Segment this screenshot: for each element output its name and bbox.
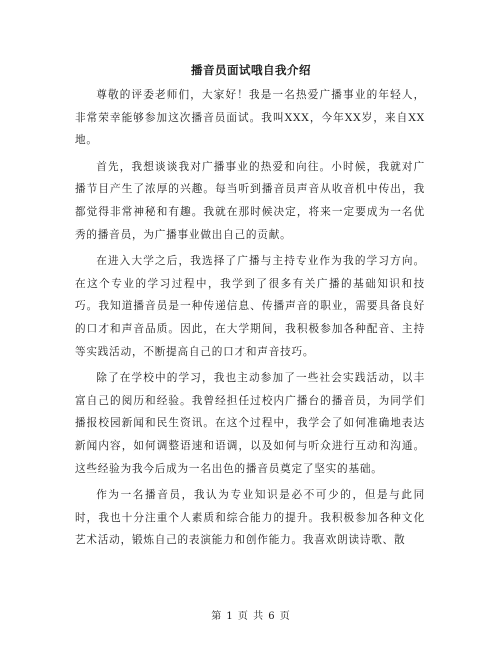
page-number-footer: 第 1 页 共 6 页 [211,611,291,622]
paragraph: 作为一名播音员，我认为专业知识是必不可少的，但是与此同时，我也十分注重个人素质和综合能力的提升。我积极参加各种文化艺术活动，锻炼自己的表演能力和创作能力。我喜欢朗读诗歌、散 [75,489,425,547]
paragraph: 尊敬的评委老师们，大家好！我是一名热爱广播事业的年轻人，非常荣幸能够参加这次播音员面试。我叫XXX，今年XX岁，来自XX地。 [75,89,425,147]
paragraph: 在进入大学之后，我选择了广播与主持专业作为我的学习方向。在这个专业的学习过程中，我学到了很多有关广播的基础知识和技巧。我知道播音员是一种传递信息、传播声音的职业，需要具备良好的口才和声音品质。因此，在大学期间，我积极参加各种配音、主持等实践活动，不断提高自己的口才和声音技巧。 [75,255,425,358]
paragraph: 首先，我想谈谈我对广播事业的热爱和向往。小时候，我就对广播节目产生了浓厚的兴趣。每当听到播音员声音从收音机中传出，我都觉得非常神秘和有趣。我就在那时候决定，将来一定要成为一名优秀的播音员，为广播事业做出自己的贡献。 [75,160,425,241]
document-body [75,84,425,556]
paragraph: 除了在学校中的学习，我也主动参加了一些社会实践活动，以丰富自己的阅历和经验。我曾经担任过校内广播台的播音员，为同学们播报校园新闻和民生资讯。在这个过程中，我学会了如何准确地表达新闻内容，如何调整语速和语调，以及如何与听众进行互动和沟通。这些经验为我今后成为一名出色的播音员奠定了坚实的基础。 [75,372,425,475]
document-title: 播音员面试哦自我介绍 [191,63,311,77]
